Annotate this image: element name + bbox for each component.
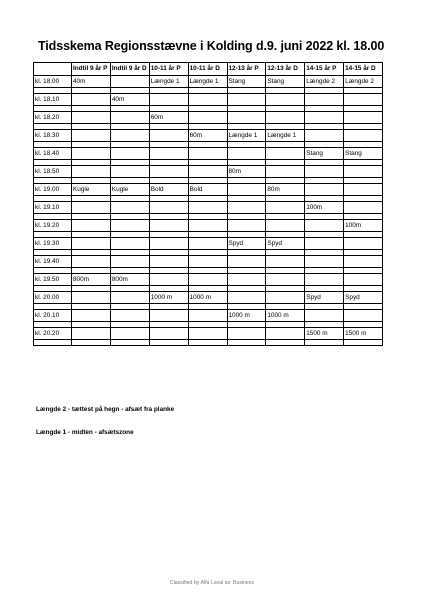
event-cell xyxy=(110,292,149,304)
event-cell xyxy=(188,202,227,214)
event-cell: 800m xyxy=(110,274,149,286)
event-cell xyxy=(72,202,111,214)
event-cell: 800m xyxy=(72,274,111,286)
table-row xyxy=(34,220,383,232)
event-cell xyxy=(72,112,111,124)
event-cell: Bold xyxy=(149,184,188,196)
time-cell: kl. 19.10 xyxy=(34,202,72,214)
event-cell xyxy=(305,94,344,106)
event-cell xyxy=(266,166,305,178)
note-laengde-1: Længde 1 - midten - afsætszone xyxy=(36,429,134,436)
event-cell xyxy=(188,94,227,106)
spacer-cell xyxy=(188,340,227,346)
table-row xyxy=(34,184,383,196)
spacer-cell xyxy=(110,340,149,346)
event-cell xyxy=(188,238,227,250)
schedule-body xyxy=(34,76,383,346)
event-cell xyxy=(188,166,227,178)
time-cell: kl. 20.10 xyxy=(34,310,72,322)
event-cell: Længde 2 xyxy=(344,76,383,88)
event-cell xyxy=(266,328,305,340)
spacer-row xyxy=(34,340,383,346)
event-cell xyxy=(344,310,383,322)
event-cell xyxy=(305,220,344,232)
event-cell xyxy=(149,256,188,268)
event-cell xyxy=(110,202,149,214)
event-cell xyxy=(305,112,344,124)
header-cell: 12-13 år P xyxy=(227,63,266,76)
event-cell: 80m xyxy=(227,166,266,178)
event-cell xyxy=(344,130,383,142)
event-cell xyxy=(305,310,344,322)
event-cell xyxy=(110,112,149,124)
header-cell: 14-15 år P xyxy=(305,63,344,76)
spacer-cell xyxy=(72,340,111,346)
header-cell: Indtil 9 år P xyxy=(72,63,111,76)
event-cell xyxy=(266,202,305,214)
event-cell: 1000 m xyxy=(149,292,188,304)
event-cell xyxy=(72,310,111,322)
event-cell xyxy=(110,220,149,232)
event-cell xyxy=(110,256,149,268)
header-cell: 10-11 år D xyxy=(188,63,227,76)
event-cell xyxy=(188,310,227,322)
event-cell xyxy=(344,166,383,178)
table-row xyxy=(34,112,383,124)
event-cell xyxy=(344,274,383,286)
event-cell xyxy=(149,148,188,160)
table-row xyxy=(34,166,383,178)
event-cell xyxy=(149,328,188,340)
header-cell: 14-15 år D xyxy=(344,63,383,76)
event-cell: 100m xyxy=(305,202,344,214)
time-cell: kl. 19.50 xyxy=(34,274,72,286)
event-cell: Længde 2 xyxy=(305,76,344,88)
event-cell xyxy=(149,166,188,178)
event-cell xyxy=(149,274,188,286)
event-cell xyxy=(227,202,266,214)
event-cell: Kugle xyxy=(110,184,149,196)
table-row xyxy=(34,328,383,340)
time-cell: kl. 18.30 xyxy=(34,130,72,142)
event-cell xyxy=(266,256,305,268)
event-cell: Længde 1 xyxy=(266,130,305,142)
event-cell xyxy=(344,112,383,124)
table-row xyxy=(34,148,383,160)
event-cell xyxy=(72,292,111,304)
event-cell xyxy=(72,238,111,250)
time-cell: kl. 18.10 xyxy=(34,94,72,106)
event-cell xyxy=(149,130,188,142)
event-cell xyxy=(305,256,344,268)
event-cell xyxy=(72,148,111,160)
event-cell xyxy=(188,274,227,286)
event-cell xyxy=(227,292,266,304)
event-cell xyxy=(188,148,227,160)
event-cell xyxy=(227,220,266,232)
event-cell: Længde 1 xyxy=(149,76,188,88)
event-cell xyxy=(72,94,111,106)
header-cell: 12-13 år D xyxy=(266,63,305,76)
event-cell xyxy=(227,94,266,106)
event-cell xyxy=(344,256,383,268)
event-cell: Længde 1 xyxy=(188,76,227,88)
table-row xyxy=(34,292,383,304)
event-cell xyxy=(266,220,305,232)
event-cell xyxy=(149,202,188,214)
event-cell xyxy=(149,94,188,106)
event-cell xyxy=(266,148,305,160)
event-cell xyxy=(72,328,111,340)
event-cell xyxy=(72,256,111,268)
event-cell xyxy=(110,328,149,340)
event-cell xyxy=(227,256,266,268)
event-cell: 1500 m xyxy=(305,328,344,340)
time-cell: kl. 19.00 xyxy=(34,184,72,196)
notes xyxy=(36,406,174,452)
time-cell: kl. 18.50 xyxy=(34,166,72,178)
time-cell: kl. 20.00 xyxy=(34,292,72,304)
event-cell xyxy=(305,166,344,178)
header-cell: 10-11 år P xyxy=(149,63,188,76)
header-row xyxy=(34,63,383,76)
event-cell xyxy=(149,238,188,250)
event-cell xyxy=(227,328,266,340)
table-row xyxy=(34,130,383,142)
event-cell: Stang xyxy=(344,148,383,160)
event-cell xyxy=(188,328,227,340)
event-cell xyxy=(266,274,305,286)
event-cell xyxy=(266,112,305,124)
classification-footer: Classified by Alfa Laval as: Business xyxy=(169,580,255,586)
note-laengde-2: Længde 2 - tættest på hegn - afsæt fra planke xyxy=(36,406,175,413)
event-cell xyxy=(344,238,383,250)
event-cell xyxy=(110,130,149,142)
event-cell xyxy=(305,274,344,286)
event-cell xyxy=(344,184,383,196)
table-row xyxy=(34,76,383,88)
event-cell xyxy=(266,94,305,106)
table-row xyxy=(34,310,383,322)
table-row xyxy=(34,238,383,250)
event-cell xyxy=(110,310,149,322)
event-cell xyxy=(72,220,111,232)
event-cell xyxy=(149,220,188,232)
header-time xyxy=(34,63,72,76)
event-cell: Stang xyxy=(266,76,305,88)
event-cell xyxy=(110,166,149,178)
event-cell: Kugle xyxy=(72,184,111,196)
time-cell: kl. 20.20 xyxy=(34,328,72,340)
table-row xyxy=(34,256,383,268)
spacer-cell xyxy=(266,340,305,346)
event-cell: 1000 m xyxy=(188,292,227,304)
time-cell: kl. 18.00 xyxy=(34,76,72,88)
event-cell xyxy=(227,184,266,196)
event-cell: 1000 m xyxy=(266,310,305,322)
time-cell: kl. 18.40 xyxy=(34,148,72,160)
spacer-cell xyxy=(305,340,344,346)
time-cell: kl. 19.30 xyxy=(34,238,72,250)
event-cell: 40m xyxy=(110,94,149,106)
event-cell xyxy=(344,94,383,106)
event-cell: Stang xyxy=(227,76,266,88)
event-cell: 80m xyxy=(266,184,305,196)
spacer-cell xyxy=(227,340,266,346)
event-cell: 1500 m xyxy=(344,328,383,340)
time-cell: kl. 19.20 xyxy=(34,220,72,232)
header-cell: Indtil 9 år D xyxy=(110,63,149,76)
event-cell xyxy=(72,130,111,142)
event-cell: 40m xyxy=(72,76,111,88)
event-cell: 60m xyxy=(149,112,188,124)
event-cell xyxy=(188,112,227,124)
event-cell: Spyd xyxy=(344,292,383,304)
table-row xyxy=(34,94,383,106)
event-cell xyxy=(227,112,266,124)
event-cell xyxy=(110,148,149,160)
event-cell xyxy=(305,238,344,250)
event-cell xyxy=(188,220,227,232)
event-cell xyxy=(305,184,344,196)
schedule-table xyxy=(33,62,383,346)
event-cell: Spyd xyxy=(266,238,305,250)
event-cell: 60m xyxy=(188,130,227,142)
event-cell xyxy=(72,166,111,178)
event-cell: 100m xyxy=(344,220,383,232)
event-cell: 1000 m xyxy=(227,310,266,322)
event-cell xyxy=(188,256,227,268)
event-cell: Stang xyxy=(305,148,344,160)
event-cell xyxy=(305,130,344,142)
spacer-cell xyxy=(149,340,188,346)
event-cell: Længde 1 xyxy=(227,130,266,142)
event-cell: Spyd xyxy=(227,238,266,250)
event-cell xyxy=(227,148,266,160)
table-row xyxy=(34,202,383,214)
event-cell: Bold xyxy=(188,184,227,196)
event-cell xyxy=(110,238,149,250)
event-cell: Spyd xyxy=(305,292,344,304)
spacer-cell xyxy=(344,340,383,346)
time-cell: kl. 19.40 xyxy=(34,256,72,268)
table-row xyxy=(34,274,383,286)
spacer-cell xyxy=(34,340,72,346)
time-cell: kl. 18.20 xyxy=(34,112,72,124)
event-cell xyxy=(344,202,383,214)
event-cell xyxy=(227,274,266,286)
page-title: Tidsskema Regionsstævne i Kolding d.9. juni 2022 kl. 18.00 xyxy=(38,39,385,53)
event-cell xyxy=(110,76,149,88)
event-cell xyxy=(149,310,188,322)
event-cell xyxy=(266,292,305,304)
